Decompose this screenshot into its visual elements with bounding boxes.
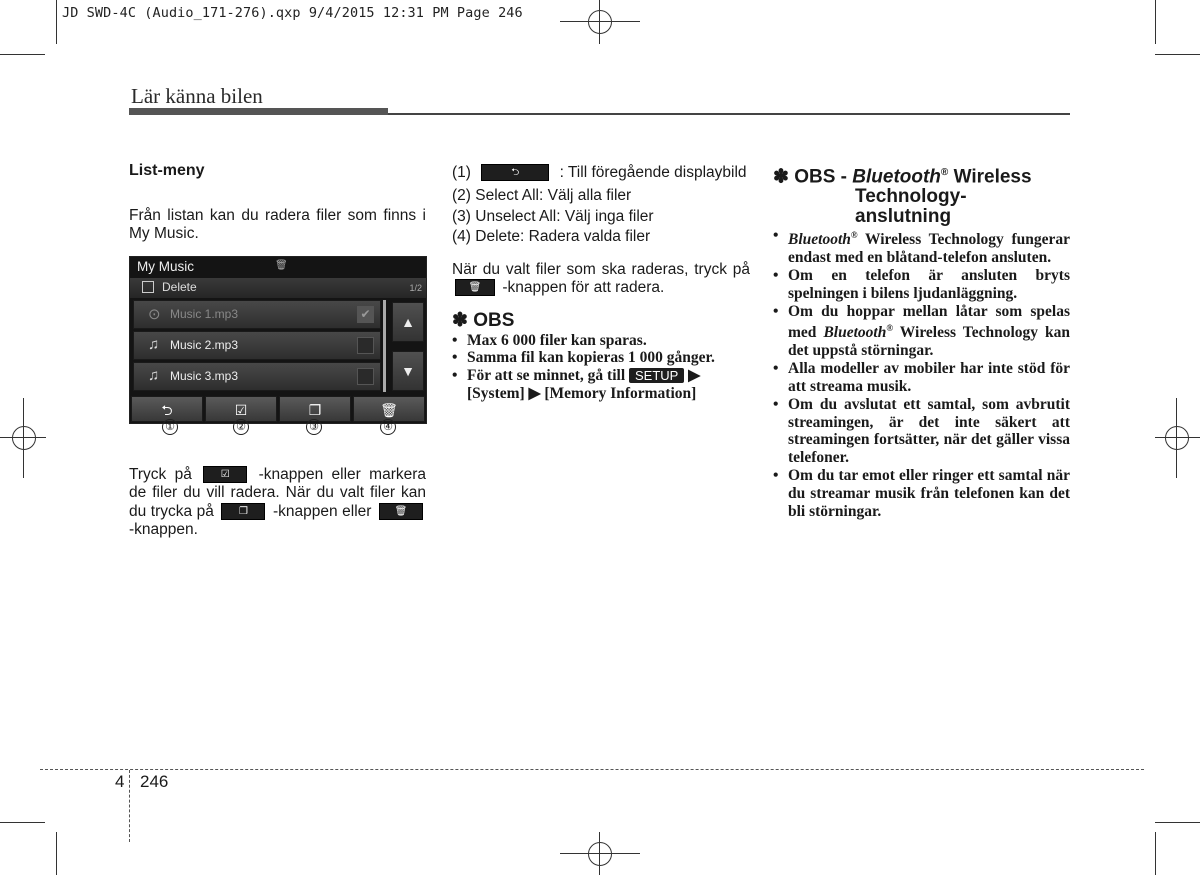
bullet-item: • Max 6 000 filer kan sparas. <box>452 331 647 349</box>
scrollbar[interactable] <box>383 300 386 392</box>
registration-line <box>560 21 640 22</box>
scroll-down-button[interactable]: ▼ <box>392 351 424 391</box>
option-item: (4) Delete: Radera valda filer <box>452 228 651 245</box>
screen-mode-label: Delete <box>162 280 197 294</box>
select-all-button[interactable]: ☑ <box>205 396 277 422</box>
section-heading: List-meny <box>129 162 205 179</box>
print-slug: JD SWD-4C (Audio_171-276).qxp 9/4/2015 12:31 PM Page 246 <box>62 5 523 21</box>
scroll-up-button[interactable]: ▲ <box>392 302 424 342</box>
callout-2: ② <box>233 419 249 435</box>
file-name: Music 2.mp3 <box>170 338 239 352</box>
bullet-item: • Alla modeller av mobiler har inte stöd för att streama musik. <box>773 360 1070 396</box>
bullet-item: • För att se minnet, gå till SETUP ▶ [System] ▶ [Memory Information] <box>452 367 701 402</box>
arrow-right-icon: ▶ <box>524 384 545 402</box>
registration-mark <box>588 10 612 34</box>
crop-mark <box>0 54 45 55</box>
registration-line <box>599 0 600 44</box>
registration-line <box>23 398 24 478</box>
bullet-item: • Samma fil kan kopieras 1 000 gånger. <box>452 349 715 367</box>
obs-bluetooth-heading: ✽ OBS - Bluetooth® Wireless Technology- anslutning <box>773 166 1032 228</box>
list-item[interactable] <box>133 362 381 391</box>
chapter-number: 4 <box>115 772 125 791</box>
footer-divider <box>129 770 130 842</box>
bullet-item: • Om du hoppar mellan låtar som spelas med Bluetooth® Wireless Technology kan det uppstå störningar. <box>773 302 1070 360</box>
music-note-icon: ♫ <box>148 336 160 353</box>
delete-inline-icon: 🗑 <box>379 503 423 520</box>
list-item[interactable] <box>133 300 381 329</box>
bullet-item: • Bluetooth® Wireless Technology fungerar endast med en blåtand-telefon ansluten. <box>773 227 1070 267</box>
crop-mark <box>1155 832 1156 875</box>
crop-mark <box>0 822 45 823</box>
unselect-all-button[interactable]: ❐ <box>279 396 351 422</box>
list-item[interactable] <box>133 331 381 360</box>
registration-mark <box>1165 426 1189 450</box>
option-item: (1) ⮌ : Till föregående displaybild <box>452 164 747 181</box>
option-item: (2) Select All: Välj alla filer <box>452 187 632 204</box>
delete-button[interactable]: 🗑 <box>353 396 425 422</box>
screen-title: My Music <box>137 259 194 274</box>
bullet-item: • Om en telefon är ansluten bryts spelningen i bilens ljudanläggning. <box>773 267 1070 302</box>
list-icon <box>142 281 154 293</box>
crop-mark <box>56 0 57 44</box>
header-rule-thick <box>129 108 388 115</box>
arrow-right-icon: ▶ <box>684 367 701 385</box>
registration-mark <box>588 842 612 866</box>
back-button[interactable]: ⮌ <box>131 396 203 422</box>
callout-1: ① <box>162 419 178 435</box>
trash-icon: 🗑 <box>275 260 288 271</box>
checkbox-checked[interactable]: ✔ <box>357 306 374 323</box>
page-number: 246 <box>140 772 169 791</box>
registration-line <box>560 853 640 854</box>
delete-paragraph: När du valt filer som ska raderas, tryck på 🗑 -knappen för att radera. <box>452 260 750 296</box>
footer-rule <box>40 769 1144 770</box>
bullet-item: • Om du avslutat ett samtal, som avbrutit streamingen, är det inte säkert att streamingen fortsätter, när det gäller vissa telefoner. <box>773 395 1070 467</box>
delete-inline-icon: 🗑 <box>455 279 495 296</box>
crop-mark <box>1155 822 1200 823</box>
file-name: Music 1.mp3 <box>170 307 239 321</box>
registration-line <box>0 437 46 438</box>
file-name: Music 3.mp3 <box>170 369 239 383</box>
callout-3: ③ <box>306 419 322 435</box>
bottom-button-bar <box>130 396 426 423</box>
options-column <box>452 164 750 403</box>
checkbox[interactable] <box>357 337 374 354</box>
setup-key: SETUP <box>629 368 684 383</box>
back-inline-icon: ⮌ <box>481 164 549 181</box>
music-note-icon: ♫ <box>148 367 160 384</box>
intro-paragraph: Från listan kan du radera filer som finns i My Music. <box>129 207 426 242</box>
header-rule-thin <box>388 113 1070 115</box>
select-all-inline-icon: ☑ <box>203 466 247 483</box>
instruction-paragraph: Tryck på ☑ -knappen eller markera de filer du vill radera. När du valt filer kan du trycka på ❐ -knappen eller 🗑 -knappen. <box>129 466 427 538</box>
checkbox[interactable] <box>357 368 374 385</box>
option-item: (3) Unselect All: Välj inga filer <box>452 207 654 225</box>
registration-line <box>1176 398 1177 478</box>
screen-subheader <box>130 278 426 298</box>
unselect-all-inline-icon: ❐ <box>221 503 265 520</box>
bluetooth-notes-column <box>773 163 1070 520</box>
registration-line <box>1155 437 1200 438</box>
obs-heading: ✽ OBS <box>452 309 515 331</box>
chapter-title: Lär känna bilen <box>131 84 263 108</box>
callout-4: ④ <box>380 419 396 435</box>
play-circle-icon: ⊙ <box>148 306 161 323</box>
page-indicator: 1/2 <box>409 283 422 293</box>
music-screen <box>129 256 427 424</box>
crop-mark <box>56 832 57 875</box>
bullet-item: • Om du tar emot eller ringer ett samtal när du streamar musik från telefonen kan det bli störningar. <box>773 467 1070 520</box>
registration-mark <box>12 426 36 450</box>
crop-mark <box>1155 54 1200 55</box>
crop-mark <box>1155 0 1156 44</box>
